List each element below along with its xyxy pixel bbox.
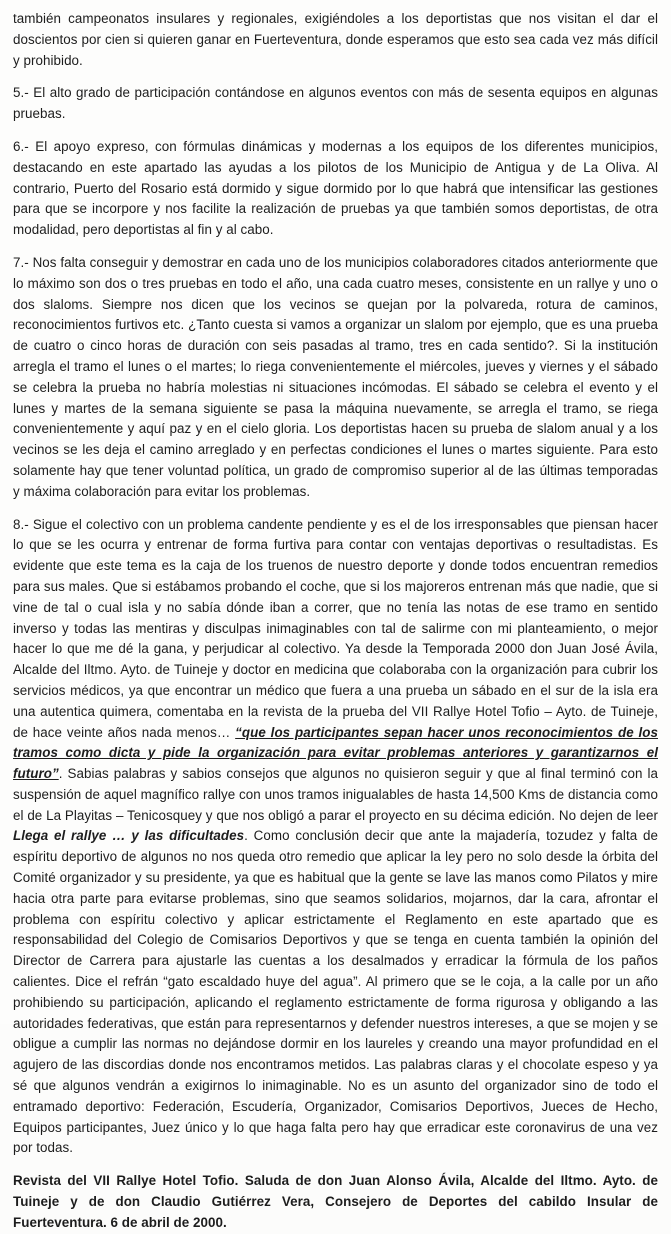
underlined-quote: “que los participantes sepan hacer unos reconocimientos de los tramos como dicta y pide la organización para evitar problemas anteriores y garantizarnos el futuro”	[13, 724, 658, 782]
paragraph-item-7: 7.- Nos falta conseguir y demostrar en cada uno de los municipios colaboradores citados anteriormente que lo máximo son dos o tres pruebas en todo el año, una cada cuatro meses, consistente en un rallye y uno o dos slaloms. Siempre nos dicen que los vecinos se quejan por la polvareda, rotura de caminos, reconocimientos furtivos etc. ¿Tanto cuesta si vamos a organizar un slalom por ejemplo, que es una prueba de cuatro o cinco horas de duración con seis pasadas al tramo, tres en cada sentido?. Si la institución arregla el tramo el lunes o el martes; lo riega convenientemente el miércoles, jueves y viernes y el sábado se celebra la prueba no habría molestias ni situaciones incómodas. El sábado se celebra el evento y el lunes y martes de la semana siguiente se pasa la máquina nuevamente, se arregla el tramo, se riega convenientemente y aquí paz y en el cielo gloria. Los deportistas hacen su prueba de slalom anual y a los vecinos se les deja el camino arreglado y en perfectas condiciones el lunes o martes siguiente. Para esto solamente hay que tener voluntad política, un grado de compromiso superior al de las últimas temporadas y máxima colaboración para evitar los problemas.	[13, 254, 658, 499]
paragraph-item-6: 6.- El apoyo expreso, con fórmulas dinámicas y modernas a los equipos de los diferentes municipios, destacando en este apartado las ayudas a los pilotos de los Municipio de Antigua y de La Oliva. Al contrario, Puerto del Rosario está dormido y sigue dormido por lo que habrá que intensificar las gestiones para que se incorpore y nos facilite la realización de pruebas ya que también somos deportistas, de otra modalidad, pero deportistas al fin y al cabo.	[13, 138, 658, 238]
paragraph-8-body-end: . Como conclusión decir que ante la majadería, tozudez y falta de espíritu deportivo de algunos no nos queda otro remedio que aplicar la ley pero no solo desde la órbita del Comité organizador y su presidente, ya que es habitual que la gente se lave las manos como Pilatos y mire hacia otra parte para evitarse problemas, sino que seamos solidarios, mojarnos, dar la cara, afrontar el problema con espíritu colectivo y aplicar estrictamente el Reglamento en este apartado que es responsabilidad del Colegio de Comisarios Deportivos y que se tenga en cuenta también la opinión del Director de Carrera para ajustarle las cuentas a los desalmados y erradicar la fórmula de los paños calientes. Dice el refrán “gato escaldado huye del agua”. Al primero que se le coja, a la calle por un año prohibiendo su participación, aplicando el reglamento estrictamente de forma rigurosa y obligando a las autoridades federativas, que están para representarnos y defender nuestros intereses, a que se mojen y se obligue a cumplir las normas no dejándose dormir en los laureles y creando una mayor profundidad en el agujero de las discordias donde nos encontramos metidos. Las palabras claras y el chocolate espeso y ya sé que algunos vendrán a exigirnos lo inimaginable. No es un asunto del organizador sino de todo el entramado deportivo: Federación, Escudería, Organizador, Comisarios Deportivos, Jueces de Hecho, Equipos participantes, Juez único y lo que haga falta pero hay que erradicar este coronavirus de una vez por todas.	[13, 828, 658, 1156]
paragraph-8-body-start: 8.- Sigue el colectivo con un problema candente pendiente y es el de los irresponsables que piensan hacer lo que se les ocurra y entrenar de forma furtiva para contar con ventajas deportivas o resultadistas. Es evidente que este tema es la caja de los truenos de nuestro deporte y donde todos encuentran remedios para sus males. Que si estábamos probando el coche, que si los majoreros entrenan más que nadie, que si vine de tal o cual isla y no sabía dónde iban a correr, que no tenía las notas de ese tramo en sentido inverso y todas las mentiras y disculpas inimaginables con tal de salirme con mi planteamiento, o mejor hacer lo que me dé la gana, y perjudicar al colectivo. Ya desde la Temporada 2000 don Juan José Ávila, Alcalde del Iltmo. Ayto. de Tuineje y doctor en medicina que colaboraba con la organización para cubrir los servicios médicos, ya que encontrar un médico que fuera a una prueba un sábado en el sur de la isla era una autentica quimera, comentaba en la revista de la prueba del VII Rallye Hotel Tofio – Ayto. de Tuineje, de hace veinte años nada menos…	[13, 516, 658, 740]
article-title-reference: Llega el rallye … y las dificultades	[13, 828, 245, 844]
paragraph-continuation: también campeonatos insulares y regionales, exigiéndoles a los deportistas que nos visitan el dar el doscientos por cien si quieren ganar en Fuerteventura, donde esperamos que esto sea cada vez más difícil y prohibido.	[13, 11, 658, 68]
paragraph-8-body-middle: . Sabias palabras y sabios consejos que algunos no quisieron seguir y que al final terminó con la suspensión de aquel magnífico rallye con unos tramos inigualables de hasta 14,500 Kms de distancia como el de La Playitas – Tenicosquey y que nos obligó a parar el proyecto en su décima edición. No dejen de leer	[13, 766, 658, 823]
paragraph-item-8	[13, 515, 658, 1160]
footer-note: Revista del VII Rallye Hotel Tofio. Saluda de don Juan Alonso Ávila, Alcalde del Iltmo. Ayto. de Tuineje y de don Claudio Gutiérrez Vera, Consejero de Deportes del cabildo Insular de Fuerteventura. 6 de abril de 2000.	[13, 1173, 658, 1230]
paragraph-item-5: 5.- El alto grado de participación contándose en algunos eventos con más de sesenta equipos en algunas pruebas.	[13, 85, 658, 122]
